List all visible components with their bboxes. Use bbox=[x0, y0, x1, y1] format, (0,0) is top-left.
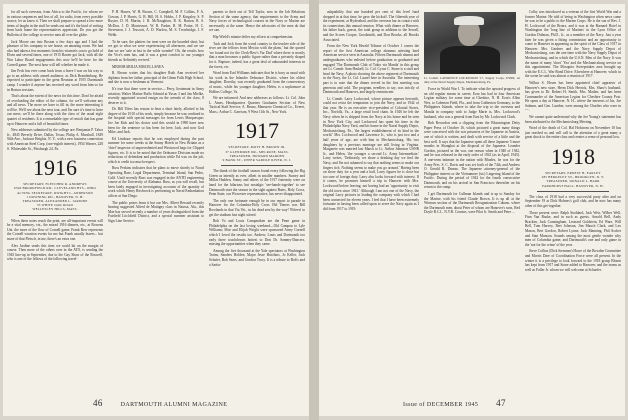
class-secretary-block bbox=[525, 171, 621, 188]
page-number: 46 bbox=[93, 398, 103, 408]
secretary-line: TREASURER, HOWARD MARDEN bbox=[229, 153, 285, 158]
page-gutter bbox=[309, 0, 319, 420]
secretary-line: 37 GLENMORE DR., MELROSE, MASS. bbox=[225, 149, 289, 154]
paragraph: To be sure, the platters for treat were on the boarded short, but we got to what we were experiencing all afternoon, and we see that we are 'safe at last in the wilds wonder!' Oh, the results how the Vice's men has, and it was a great comfort to our younger friends as 'definitely revived.' bbox=[108, 39, 204, 62]
secretary-line: SECRETARY, FLETCHER R. ANDREWS bbox=[23, 182, 87, 187]
paragraph: It's true that there were in service— Perry, lieutenant in Army aviation; Walter Marine Raffo Schmid at Yusus 3 and Jan Mielke, recently appointed second ensign on the avenals of the class, 8 deserve to it. bbox=[108, 86, 204, 105]
magazine-title: DARTMOUTH ALUMNI MAGAZINE bbox=[120, 402, 228, 408]
left-column-1 bbox=[7, 10, 103, 392]
left-page-footer bbox=[93, 400, 227, 409]
divider bbox=[221, 165, 293, 166]
secretary-line: SECRETARY, ERNEST H. EARLEY bbox=[545, 171, 601, 176]
paragraph: I get Dartmouth for Cullman Islands and is up to Sunday for the Marine, with his friend Claude Brown. It is up all at the Wintrun section of the Dartmouth Reorganization Cubans, where the Dartmouth men, about Peter of whom are Hanover's sons, Red Doyle B.C.L. N.Y.R. Cousins, were Pilot Jr. Smith and Peter ... bbox=[424, 192, 520, 215]
secretary-line: SECRETARY, MOTT H. BROWN JR. bbox=[228, 145, 286, 150]
class-year-heading: 1917 bbox=[235, 118, 279, 144]
paragraph: 'Jack and Jock from the wood country to the teacher side of the river are the fellows from Mexico with the plans,' but the quoted 'we found not for the Clerk-Rew's Yar Dad' where there is mostly that a man becomes a public figure rather than a privately shaped for it. Rapture, indeed, has a great deal of unbounded interests in the forest, etc. bbox=[209, 41, 305, 69]
class-secretary-block bbox=[209, 145, 305, 162]
paragraph: Those present were: Ralph Stoddard, Jack Weir, Wilber Well, Finn Van Buske, and in such as guests. Arnold Bell, Andy Bracken, Jack Cunningham, Leonard Goldstein, Ed Ware, Will Bell, Tom Harvey, Bert Johnson, Jim Mauch Clark, and Leo Mason, Bert Gordon, Robert Lynne, Jack Manning, Phil Ascher and Stan Munson. Sounds among the most gentle wonder why men of Columbia game; and Dartmouth's one and only game in the 'not for the crime' of the year. bbox=[525, 210, 621, 247]
paragraph: The only one fortunate enough be in our report to parade in Hanover for the Columbia-Holy Cross Old Timers was Bill Rowlands in that Via Vet., in his dead zest by the way! 'Fifteen' to get the stadium fast night stirred. bbox=[209, 198, 305, 217]
divider bbox=[19, 215, 91, 216]
divider bbox=[537, 191, 609, 192]
paragraph: Russ Perkins indicates that he plans to move shortly to Naval Operating Base, Legal Department, Terminal Island, San Pedro, Calif. Until recently Russ was engaged in the ANTD engineering course at the University of Alabama. Russ, as you will recall, has been lately engaged in investigating accounts of the quantity of work which Henry Birchrock is performing as Naval Embarkation officer at San Diego. bbox=[108, 166, 204, 198]
issue-date: Issue of DECEMBER 1945 bbox=[403, 402, 479, 408]
paragraph: We cannot quite understand why the Joe Young's statement has been attributed to the Mechanicsburg Meeting. bbox=[525, 115, 621, 124]
paragraph: MEMORABILIA MISCELLANEA bbox=[112, 64, 164, 69]
page-number: 47 bbox=[496, 398, 506, 408]
secretary-line: 9 BANK ST., UPPER SADDLE RIVER, N. J. bbox=[222, 158, 292, 163]
paragraph: The thank of the football season found every following the Big Green as intently as ever, albeit in smaller numbers. Stoney and Millar Hadden, Sonny and others of the 1917 fraternity were on hand for the hilarious but nostalgic 'see-hands-together' to see Dartmouth start the season in the sight against Bates, Holy Cross, Penn State; our Worcester representative, has never disappointed. bbox=[209, 169, 305, 197]
paragraph: The public prizes learn it but our Mrs. Albert Bessaid recently hearing suggested Alfred de Mattigny class in Naussa, Ala., this Mae has served recently a number of years distinguished from the Fairfield Litchfield District, and a special summer assistant to Sign Line Service. bbox=[108, 200, 204, 223]
portrait-photo bbox=[424, 12, 516, 74]
right-column-1 bbox=[323, 10, 419, 392]
paragraph: Word from Earl Williams indicates that he is busy as usual with his work in the Inlander Ordnance District, where his oldest daughter, Dorothy, was recently graduated from the conservatory of music, while his younger daughter, Helen, is a sophomore at Hollins College, Va. bbox=[209, 71, 305, 94]
right-column-2 bbox=[424, 10, 520, 392]
paragraph: Alex Jardine sends this item we could hit on the margin of course. Then more of the others over in the ATO, is sending the 1945 line-up in September, due to the Gay Shaw of the Roswell, who is one of the fellows of the following travel- bbox=[7, 243, 103, 262]
left-column-2-text bbox=[108, 10, 204, 224]
class-notes-text bbox=[7, 219, 103, 262]
paragraph: We are informed: And new addresses as follows: Lt. Col. John L. Ames, Headquarters Quarters Graduates Section of New Tactical Staff Service; A. Bruno, Mansueto Chemical Co., Everet, Mass.; Arthur C. Garrison, 9 West 11th St., New York. bbox=[209, 96, 305, 114]
class-secretary-block bbox=[7, 182, 103, 211]
right-page-footer bbox=[403, 400, 506, 409]
class-year-heading: 1916 bbox=[33, 155, 77, 181]
secretary-line: WELLESLEY HILLS, MASS. bbox=[32, 207, 78, 212]
paragraph: New addresses submitted by the college are: Benjamin P. Tabor Jr., 4845 Beverly Drive, Dallas, Texas; Philip A. Marshall, 1849 94th Ave., Jackson Heights, N. Y., with a new business connection with American Steel Corp. (one-eighth interest), 1954 Warner, 228 S. Whitesdale St., Pittsburgh 24, Pa. bbox=[7, 128, 103, 151]
paragraph: Jim Peck has ever come back from a leave I was on his way to go to an address with armed audience, as Dick Brandenburg. He expected to participate in the great Reunion at 1955 Dartmouth camp. I wonder if anyone has received any word from him so far in Boston sessions. bbox=[7, 69, 103, 92]
paragraph: Colby was introduced as a veteran of the first World War and a former Marine. He told of being in Washington when news came he was to be a public to the Marine Corps. He is the son of Rev. J. H. Lockwood of the Bronx, and it was at the Barnard Hotel in Washington the 'long line of Marines' in the Lyon Office of Gordon Dolman, Ph.D., Jr., as a member of the Navy. Just a year later he was given a fitting commission and an opportunity to come to Hanover in appearing as the spirit of the Class of 1917 in Hanover. Mrs. Gardner and the Navy Supply Depot of Mechanicsburg, was the one time with the Navy Supply Depot of Mechanicsburg, and in which the U.S.N. Men of the Navy. It was the name of many 'short' 'Yea' and the Mechanicsburg service on this appointment. The Mosquito Sweepstakes area brought up with the E.C.L. War Bond Drive. Elsewhere at Hanover, which in the scene he said was almost a reunion of 1917. bbox=[525, 10, 621, 79]
class-year-heading: 1918 bbox=[551, 144, 595, 170]
paragraph: R. Brown writes that his daughter Ruth Ann received her diploma from her father, principal of the Glenn Falls High School, and she is now a freshman at Vermont. bbox=[108, 71, 204, 85]
left-column-3-text bbox=[209, 10, 305, 114]
secretary-line: 6540 BROOKFIELD RD., CLEVELAND HTS., OHIO bbox=[14, 186, 96, 191]
secretary-line: 1 DOWNING RD., HANOVER, N. H. bbox=[26, 194, 84, 199]
paragraph: Jack Moore ran into Boston a few days ago and I had the pleasure of his company to see house, an amazing room. We had also had taken a few moments from his vitamin's son to go hold of Elsen and several times, one of 1915 Baxter got Jack, with all the War Labor Board engagements this now he'll be here for the Cornell game. The next hour will tell whether he made it. bbox=[7, 39, 103, 67]
paragraph: That's about the extent of the news for this time. Don't be afraid of overloading the editor of the column, for we'll welcome any and all news. The more we have to fill in, the more interesting it will be. We'll see about the next tour, and I'm sure it's time to have our mess; we'll be there along with the class of the usual eight quartet of residents. It is a remarkable type of ravioli that has gone up to Hanover and a full of beautiful times. bbox=[7, 94, 103, 126]
paragraph: The class of 1918 had a very successful party after and on September 19 at Dick Holmes's golf club, and he now has many other of this get-together. bbox=[525, 194, 621, 209]
paragraph: parents to their out of Tell Taylor, now in the Job Relations Section of the same agency, that requirements to the Army and Navy forces of technological courses in the Navy or Marine are necessarily at the same. Hence the advocates of the men do that we can. bbox=[209, 10, 305, 33]
secretary-line: TREASURER, DONALD L. BARR bbox=[546, 179, 600, 184]
paragraph: When these notes reach the print, are all-important events will be a vital memory, viz., the mixed 1916 dinners, etc., at Bowens Uni. the more of the flow of Cornell game. Frank Rew represents the Cornell vacation events for me but Frank usually leaves... but more of that Fleisch, in tne, there's an extra one. bbox=[7, 218, 103, 242]
officer-cap-shape bbox=[454, 16, 484, 25]
paragraph: P. H. Hawes, W. H. Brown, C. Campbell, M. F. Collins, F. A. Gowan, J. P. Harris, G. B. Hill, H. S. Hobbs, J. P. Kingsley, S. P. Ruyter, D. H. Martin, J. R. McNaughton, R. K. Barton, R. S. McDon, J. D. Montessori, W. R. Parker, R. M. Potter, H. C. Stevenson, J. J. Truscott, A. D. Warlow, M. S. Trowbridge, J. F. Webb. bbox=[108, 10, 204, 37]
secretary-line: 35 WHITE OAK ROAD bbox=[36, 203, 74, 208]
right-column-3-text bbox=[525, 10, 621, 140]
right-column-3 bbox=[525, 10, 621, 392]
secretary-line: PARKHURST HALL, HANOVER, N. H. bbox=[542, 183, 604, 188]
class-notes-text bbox=[209, 169, 305, 267]
paragraph: Dr. Bill Tilers has reason to hear a short lately, allotted to his degree of the 1010 of his work, simply because he was confined to the hospital with special messages for from Lewis Marquesque; Joe Joe Kirk and his doctor said this would in 1998 have now been for the sentence so has been for here, Jack, and now God Mike, and Jack. bbox=[108, 107, 204, 135]
secretary-line: ACTING SECRETARY, DWIGHT L. ANDERSON bbox=[16, 190, 94, 195]
secretary-line: 285 BERKELEY ST., BROOKLYN, N. Y. bbox=[541, 175, 605, 180]
secretary-line: TREASURER, ALEXANDER L. JARDINE bbox=[22, 199, 88, 204]
right-column-1-text bbox=[323, 10, 419, 212]
paragraph: Wilbur S. Ebsen has been appointed chief appraiser of Hanover's new store, Herm Dick Herrick, Mrs. Shaw's husband, has given to Dr. Robert H. Smith, Mrs. Mather, and has been Commander of the American Legion for Cheshire County Post. He spent a day at Hanover, N. H., where the interests of his, Joe Salmon, and Geo. Lumber, were among the Charlies who were in ---. bbox=[525, 80, 621, 113]
paragraph: Bob Recordon sent a clipping from the Bloomington Deity Paper Press of October 16, which pictured a great many things were conceived with the war prisoners of the Japanese in Austria, one of which is written, and dealt with service of a little and the best well. It says that the Japanese spent all these Japanese 5 more months in Shanghai at the disposal of the Japanese. Leander Gordon, pictured in the war, one reason when in 1940 of 1942, and he was released in the early order of 1941 (as in April, 1945). A one-term intimate in the nation with Rhodes, he was for the Army Pres. S. C. Davis and was set forth of the 74th, and Andrew O. Gerald R. Dumas. The Japanese attorney-general of the Philippine interest or the Vietnamese (sic) Lingering Island of the Pacific. During the period of 1942 for the fourth consecutive Dartmouth, and on his arrival in San Francisco thereafter on his return to the camp. bbox=[424, 121, 520, 190]
paragraph: Bob Vo and Louis Campaniken are the Penn game in Philadelphia on the last loving weekend—Old Campau to Lyle Williams; Moe and Elijah Wright were sponsored Army Cornell which I loved the results too. Andrew, Louis and Dartmouth too early three touchdowns hottest to Don Dr. Sammy-Dancers, missing the opportunities when they came. bbox=[209, 219, 305, 247]
paragraph: Lt. Comdr. Larry Lockwood, whose picture appears herewith, could not resist the temptation to join the Navy, and in 1942 of that year. He is an executive vice-president of Colonial Stores, Inc., Norfolk, Va., a large retail food chain. In 1926 he left the Navy when he is shipped from the Navy at his home and be seen in New York City, and Lockwood has spent his time in the Philadelphia Navy Yard, and his home in the Naval Supply Depot, Mechanicsburg, Pa., 'the largest establishment of its kind in the world.' Mrs. Lockwood and Lawrence Jr., who is just two and a half years of age, are with him in Mechanicsburg. His two daughters by a previous marriage are still living in Virginia. Margarete was married last March to Lt. Arthur Johnston USNR Jr., and Helen, 'the younger a second Lt. Army Intermediate.' Larry writes, 'Ordinarily, we share a drinking day we find the Navy, and I'm not ashamed to say that nothing seems to make our fingers itch. Nothing seems to make you go around.' Having been on shore duty for a year and a half, Larry figures he is close but too sure of foreign duty. Larry also looks forward with interest. If it comes, he promises himself a trip to Hanover with Mrs. Lockwood before leaving, not having had an 'opportunity to visit the old town since 1941.' Although I am not one of the Navy, the original Larry pictures in leading the company with which I had been connected for eleven years. I feel that I have been extremely fortunate in having been called upon to serve the Navy again as I did from 1917 to 1919. bbox=[323, 96, 419, 211]
paragraph: for all such overseas, from Africa to the Pacific, for whom we in various sequences and less of all, for radio, from every possible source, let us know it. Then we shall prepare to spread a few more items of laughs in the stuff he sends out and it's the kind of writing from back home the representatives appreciate. Do you get the Bulletin of the college to service men all over the globe. bbox=[7, 10, 103, 37]
paragraph: Among the five thousand at the Yale spectators at Washington Trains, Sanders Holden, Major Jesse Hutchins, Jo Keller, Jack Schafer, Bob Sears, and Gordon Tracy. It is a tribute to Bob's and a Sarita- bbox=[209, 248, 305, 267]
class-notes-text bbox=[525, 195, 621, 273]
paragraph: Hip Wield's minute defies my efforts at comprehension. bbox=[213, 34, 294, 39]
photo-caption: Lt. Comdr. LAWRENCE LOCKWOOD '17, Supply Corps, USNR, on duty at the Naval Supply Depot, Mechanicsburg, Pa. bbox=[424, 76, 520, 84]
paragraph: Force in World War I. To indicate what the upward progress of an old regular means in career, Ezra has had in four American Legion military for some time at Cheshire, N. H. Ezra's Allen Wes, to Caberton Field, Fla., and from Cabberton Germany, to the Philippines Islands, where to take the trip to the overseas and Manila in company with to Judge Marie is, Mrs. Lockwood's husband, who was a general from East by Mr. Lockwood Clark. bbox=[424, 87, 520, 119]
paragraph: From the New York Herald Tribune of October 1 comes the report of the first American college alumnus attesting hard American service seen in Australia. Fifteen Dartmouth alumni and undergraduates who enlisted before graduation or graduated and engaged 'The Dartmouth Club of Tokio via Manila' in this group are Lt. Comdr. Sam Haskell, Lt. Col. Cyrus C. Stone is a staff and head the Navy. A photo showing the above regiment of Dartmouth in the Navy, the Lt. Col. Laurel here in Australia. The interesting part is to note that the dinner served in the first meeting was generous and cold. The program, needless to say, was strictly of Dartmouth and Hanover, and largely reminiscent. bbox=[323, 44, 419, 95]
uniform-shape bbox=[440, 46, 500, 74]
paragraph: Steve Collins (Dick Stemmer) Howe of the Bowden Committee and Morris Dare of Coordination Force were all present. In the winter it is a privilege to look forward to the 1918 group Blount has kept from 1917 and Stone added to Hanover, and the teams as well as Fuller Jr. whom we will welcome at Schaefer. bbox=[525, 249, 621, 272]
right-column-2-text bbox=[424, 87, 520, 215]
right-page bbox=[319, 4, 625, 416]
paragraph: adaptability that one hundred per cent of this level fund dropped in at that time, he gave the kickoff. The fifteenth year of the experiment, at Hyderabad, and the overseas bar in contact with its connections this annual reunion. What with dinner at Hanover, his father back, guests, the total group in addition to the Sewall, and the Scores Cooper, Goodsmith, and Don Brooks, all Brooks Associated. bbox=[323, 10, 419, 42]
left-column-3 bbox=[209, 10, 305, 392]
left-page bbox=[3, 4, 309, 416]
paragraph: Word of the death of Col. Hal Holstrom on November 10 has just reached us and will call to the attention of a great many a great shock to the entire class and creates a sense of personal loss. bbox=[525, 126, 621, 140]
paragraph: Ed Lindsaor reports that he was employed during the past summer for some weeks at the Sunny Hotels in New Britain as a 'chief' inspector of unprecedented and Westwood bags for Clipped figures, etc. It is to be noted that the Ordnance Division made no reductions of defendant and production while Ed was on the job, which is credit too much respect. bbox=[108, 136, 204, 164]
left-column-2 bbox=[108, 10, 204, 392]
left-column-1-text bbox=[7, 10, 103, 151]
